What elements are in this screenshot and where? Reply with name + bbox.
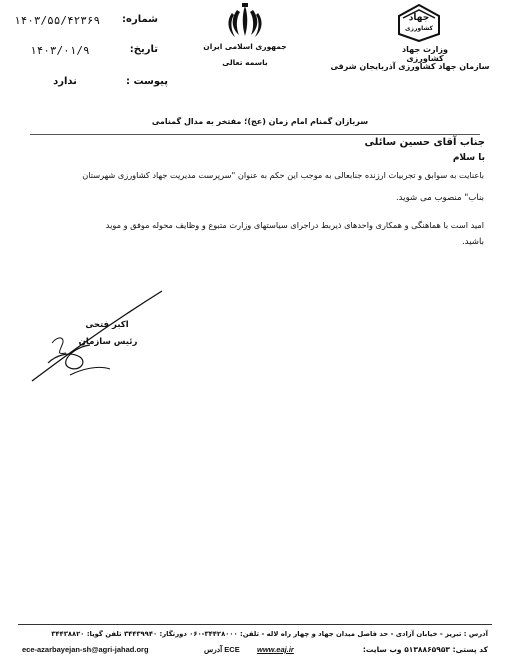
footer-divider	[18, 624, 492, 625]
logo-text-bottom: کشاورزی	[405, 25, 433, 32]
attachment-label: پیوست :	[125, 76, 168, 87]
date-value: ۱۴۰۳/۰۱/۹	[30, 44, 90, 57]
number-value: ۱۴۰۳/۵۵/۴۲۳۶۹	[14, 14, 101, 27]
divider	[30, 134, 480, 135]
signature-title: رئیس سازمان	[78, 337, 138, 347]
body-line-3: امید است با هماهنگی و همکاری واحدهای ذیربط دراجرای سیاستهای وزارت متبوع و وظایف محوله موفق و موید	[105, 220, 484, 230]
signature-name: اکبر فتحی	[85, 320, 129, 330]
footer-contact	[22, 645, 488, 659]
logo-text-top: جهاد	[408, 13, 430, 23]
email-label: ECE آدرس	[204, 645, 240, 654]
recipient: جناب آقای حسین سائلی	[364, 137, 485, 148]
attachment-value: ندارد	[53, 76, 77, 87]
ministry-name: وزارت جهاد کشاورزی	[402, 45, 448, 63]
number-label: شماره:	[122, 14, 158, 25]
signature-scribble	[30, 285, 165, 385]
footer-address: آدرس : تبریز - خیابان آزادی - حد فاصل میدان جهاد و چهار راه لاله - تلفن: ۳۴۴۲۸۰۰۰-۰۶۰ دورنگار: ۳۴۴۳۹۹۴۰ تلفن گویا: ۳۴۴۳۸۸۲۰	[51, 630, 488, 638]
greeting: با سلام	[452, 153, 485, 163]
motto: سربازان گمنام امام زمان (عج)؛ مفتخر به مدال گمنامی	[151, 117, 369, 126]
postal-code: کد پستی: ۵۱۳۸۸۶۵۹۵۳ وب سایت:	[362, 645, 488, 654]
body-line-1: باعنایت به سوابق و تجربیات ارزنده جنابعالی به موجب این حکم به عنوان "سرپرست مدیریت جهاد کشاورزی شهرستان	[82, 170, 484, 180]
jahad-logo-icon	[397, 4, 441, 42]
republic-name: جمهوری اسلامی ایران	[203, 42, 287, 51]
iran-emblem-icon	[225, 2, 265, 42]
date-label: تاریخ:	[129, 44, 158, 55]
body-line-4: باشید.	[461, 237, 484, 247]
website-link[interactable]: www.eaj.ir	[257, 645, 294, 654]
invocation: باسمه تعالی	[222, 58, 268, 67]
body-line-2: بناب" منصوب می شوید.	[395, 193, 484, 203]
email[interactable]: ece-azarbayejan-sh@agri-jahad.org	[22, 645, 149, 654]
organization-name: سازمان جهاد کشاورزی آذربایجان شرقی	[330, 62, 490, 71]
